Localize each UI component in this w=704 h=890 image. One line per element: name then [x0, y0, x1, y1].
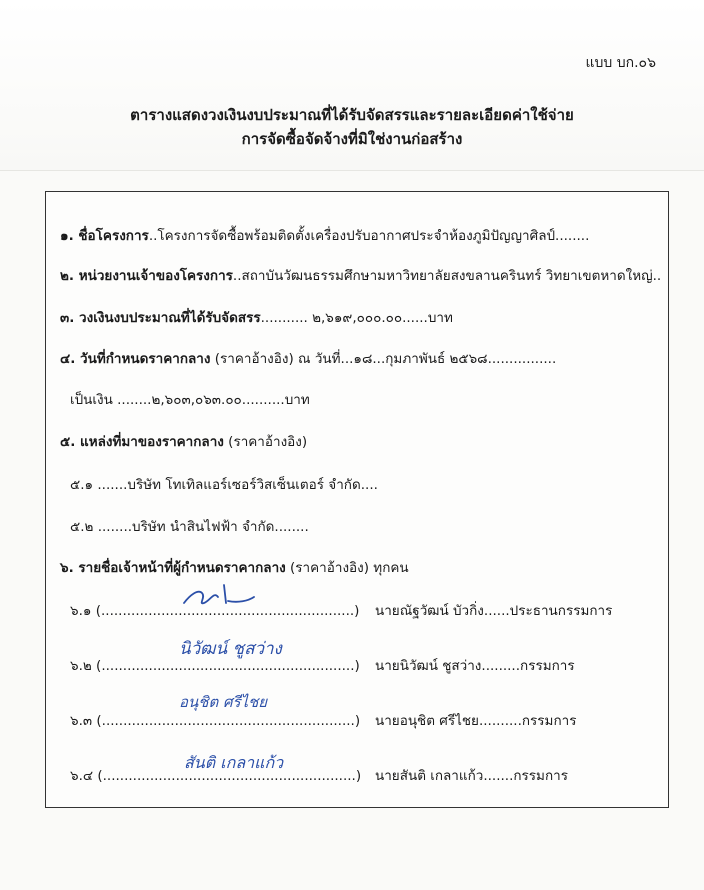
item-label: ๖. รายชื่อเจ้าหน้าที่ผู้กำหนดราคากลาง	[60, 560, 286, 576]
signatory-name: นายณัฐวัฒน์ บัวกิ่ง......ประธานกรรมการ	[375, 603, 613, 619]
item-value: (ราคาอ้างอิง)	[223, 434, 308, 450]
item-budget	[60, 306, 453, 328]
item-label: ๔. วันที่กำหนดราคากลาง	[60, 351, 211, 367]
signatory-name: นายสันติ เกลาแก้ว.......กรรมการ	[375, 768, 568, 784]
signature-image	[175, 632, 325, 668]
item-owner-unit	[60, 264, 661, 286]
signatory-row	[70, 753, 660, 794]
signature-image	[180, 746, 340, 780]
source-1: ๕.๑ .......บริษัท โทเทิลแอร์เซอร์วิสเซ็นเตอร์ จำกัด....	[70, 477, 378, 493]
signatory-name: นายอนุชิต ศรีไชย..........กรรมการ	[375, 713, 577, 729]
document-title-line1: ตารางแสดงวงเงินงบประมาณที่ได้รับจัดสรรและรายละเอียดค่าใช้จ่าย	[130, 106, 574, 124]
signatory-row	[70, 599, 660, 629]
details-frame	[45, 191, 669, 808]
signature-image	[180, 579, 260, 613]
item-value: ..สถาบันวัฒนธรรมศึกษามหาวิทยาลัยสงขลานครินทร์ วิทยาเขตหาดใหญ่..	[232, 268, 662, 284]
item-reference-amount: เป็นเงิน ........๒,๖๐๓,๐๖๓.๐๐..........บาท	[70, 392, 310, 408]
signature-text: อนุชิต ศรีไชย	[179, 693, 268, 711]
item-reference-date	[60, 347, 556, 369]
item-project-name	[60, 224, 589, 246]
signature-text: นิวัฒน์ ชูสว่าง	[179, 639, 282, 659]
item-price-source	[60, 430, 307, 452]
document-title-line2: การจัดซื้อจัดจ้างที่มิใช่งานก่อสร้าง	[241, 130, 463, 148]
item-value: ..โครงการจัดซื้อพร้อมติดตั้งเครื่องปรับอากาศประจำห้องภูมิปัญญาศิลป์........	[148, 228, 590, 244]
source-2: ๕.๒ ........บริษัท นำสินไฟฟ้า จำกัด........	[70, 519, 309, 535]
form-code: แบบ บก.๐๖	[585, 55, 656, 71]
signature-field: ๖.๒ (...........................................................)	[70, 658, 360, 674]
signature-text: สันติ เกลาแก้ว	[184, 753, 284, 772]
item-label: ๕. แหล่งที่มาของราคากลาง	[60, 434, 224, 450]
item-label: ๒. หน่วยงานเจ้าของโครงการ	[60, 268, 233, 284]
item-value: ........... ๒,๖๑๙,๐๐๐.๐๐......บาท	[260, 310, 453, 326]
signatory-row	[70, 693, 660, 739]
item-value: (ราคาอ้างอิง) ทุกคน	[285, 560, 409, 576]
signature-image	[175, 687, 325, 723]
item-officers	[60, 556, 409, 578]
item-label: ๓. วงเงินงบประมาณที่ได้รับจัดสรร	[60, 310, 261, 326]
item-value: (ราคาอ้างอิง) ณ วันที่...๑๘...กุมภาพันธ์ ๒๕๖๘................	[210, 351, 557, 367]
signature-field: ๖.๔ (...........................................................)	[70, 768, 362, 784]
signatory-name: นายนิวัฒน์ ชูสว่าง.........กรรมการ	[375, 658, 575, 674]
signatory-row	[70, 639, 660, 684]
signature-field: ๖.๑ (...........................................................)	[70, 603, 360, 619]
signature-field: ๖.๓ (...........................................................)	[70, 713, 361, 729]
item-label: ๑. ชื่อโครงการ	[60, 228, 149, 244]
